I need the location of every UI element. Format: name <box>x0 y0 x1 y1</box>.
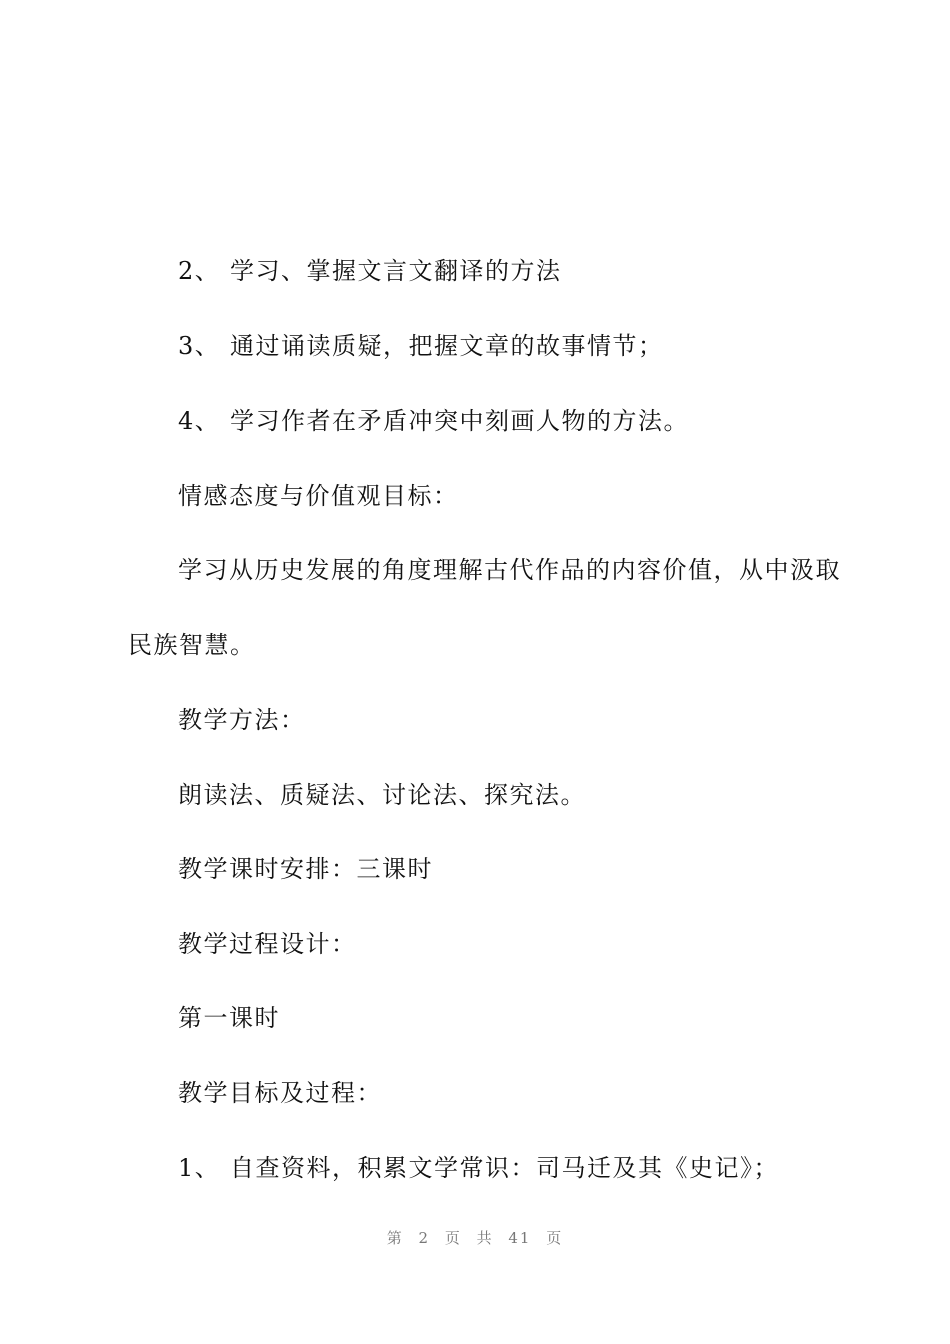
objective-item-4 <box>178 406 689 436</box>
page-number-footer: 第 2 页 共 41 页 <box>386 1229 564 1247</box>
objective-text: 学习、掌握文言文翻译的方法 <box>230 257 562 285</box>
objective-item-2 <box>178 256 562 286</box>
step-text: 自查资料，积累文学常识：司马迁及其《史记》； <box>230 1154 779 1182</box>
objective-number: 4、 <box>178 407 221 435</box>
step-number: 1、 <box>178 1154 221 1182</box>
method-heading: 教学方法： <box>178 706 306 734</box>
objective-number: 2、 <box>178 257 221 285</box>
process-heading: 教学过程设计： <box>178 930 357 958</box>
schedule-text: 教学课时安排：三课时 <box>178 855 433 883</box>
emotion-paragraph-line-1: 学习从历史发展的角度理解古代作品的内容价值，从中汲取 <box>178 556 841 584</box>
objective-item-3 <box>178 331 664 361</box>
objective-number: 3、 <box>178 332 221 360</box>
step-item-1 <box>178 1153 779 1183</box>
emotion-paragraph-line-2: 民族智慧。 <box>128 631 256 659</box>
method-text: 朗读法、质疑法、讨论法、探究法。 <box>178 781 586 809</box>
lesson-one-heading: 第一课时 <box>178 1004 280 1032</box>
objective-text: 通过诵读质疑，把握文章的故事情节； <box>230 332 664 360</box>
emotion-heading: 情感态度与价值观目标： <box>178 482 459 510</box>
goal-heading: 教学目标及过程： <box>178 1079 382 1107</box>
objective-text: 学习作者在矛盾冲突中刻画人物的方法。 <box>230 407 689 435</box>
